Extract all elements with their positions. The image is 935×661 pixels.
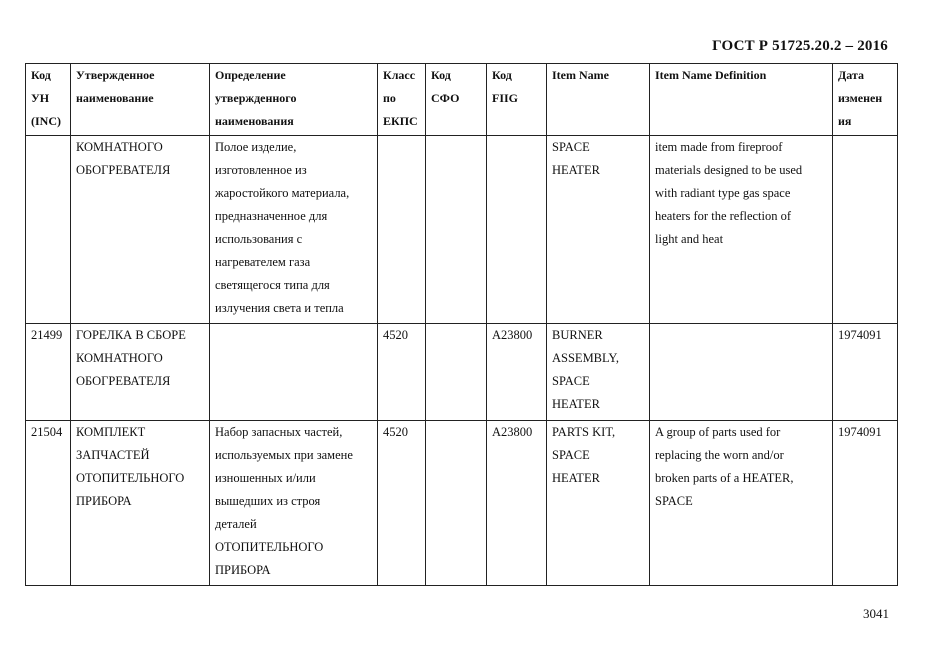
cell-fiig-code: A23800 [487,421,547,586]
cell-ekps-class [378,136,426,324]
cell-ekps-class: 4520 [378,421,426,586]
cell-fiig-code: A23800 [487,324,547,421]
column-header-definition: Определение утвержденного наименования [210,64,378,136]
column-header-fiig-code: Код FIIG [487,64,547,136]
cell-definition: Полое изделие, изготовленное из жаростойкого материала, предназначенное для использования с нагревателем газа светящегося типа для излучения света и тепла [210,136,378,324]
cell-sfo-code [426,324,487,421]
cell-item-name: BURNER ASSEMBLY, SPACE HEATER [547,324,650,421]
cell-item-name: PARTS KIT, SPACE HEATER [547,421,650,586]
cell-change-date: 1974091 [833,324,898,421]
column-header-inc: Код УН (INC) [26,64,71,136]
column-header-ekps-class: Класс по ЕКПС [378,64,426,136]
cell-inc: 21504 [26,421,71,586]
cell-item-name-definition: A group of parts used for replacing the worn and/or broken parts of a HEATER, SPACE [650,421,833,586]
column-header-approved-name: Утвержденное наименование [71,64,210,136]
cell-ekps-class: 4520 [378,324,426,421]
document-standard-header: ГОСТ Р 51725.20.2 – 2016 [712,38,888,54]
cell-item-name-definition: item made from fireproof materials designed to be used with radiant type gas space heaters for the reflection of light and heat [650,136,833,324]
cell-change-date [833,136,898,324]
cell-fiig-code [487,136,547,324]
cell-sfo-code [426,421,487,586]
cell-approved-name: КОМПЛЕКТ ЗАПЧАСТЕЙ ОТОПИТЕЛЬНОГО ПРИБОРА [71,421,210,586]
table-row [26,324,898,421]
column-header-item-name: Item Name [547,64,650,136]
column-header-item-name-definition: Item Name Definition [650,64,833,136]
table-header-row [26,64,898,136]
cell-inc: 21499 [26,324,71,421]
cell-change-date: 1974091 [833,421,898,586]
cell-sfo-code [426,136,487,324]
cell-item-name-definition [650,324,833,421]
cell-inc [26,136,71,324]
column-header-change-date: Дата изменен ия [833,64,898,136]
table-row [26,136,898,324]
cell-item-name: SPACE HEATER [547,136,650,324]
cell-definition: Набор запасных частей, используемых при замене изношенных и/или вышедших из строя деталей ОТОПИТЕЛЬНОГО ПРИБОРА [210,421,378,586]
cell-approved-name: КОМНАТНОГО ОБОГРЕВАТЕЛЯ [71,136,210,324]
cell-approved-name: ГОРЕЛКА В СБОРЕ КОМНАТНОГО ОБОГРЕВАТЕЛЯ [71,324,210,421]
column-header-sfo-code: Код СФО [426,64,487,136]
nomenclature-table [25,63,898,586]
cell-definition [210,324,378,421]
table-row [26,421,898,586]
page-number: 3041 [863,606,889,621]
